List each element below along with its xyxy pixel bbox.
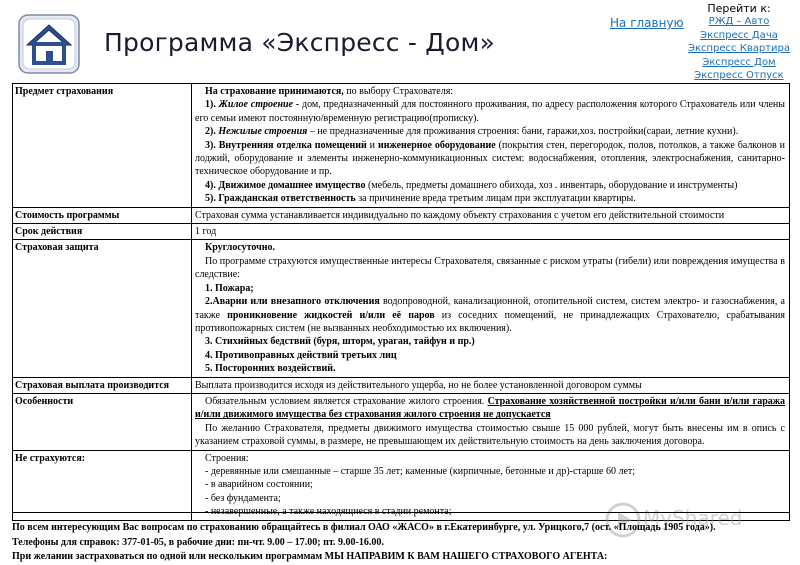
item-text: (мебель, предметы домашнего обихода, хоз . инвентарь, оборудование и инструменты) <box>365 179 738 191</box>
coverage-text: из соседних помещений, не принадлежащих Страхователю, срабатывания противопожарных систем (не вызванных необходимостью их включения). <box>195 309 785 334</box>
contact-footer <box>12 512 790 565</box>
list-item: - без фундамента; <box>205 492 281 504</box>
row-label: Не страхуются: <box>13 450 192 520</box>
nav-link-ekspress-kvartira[interactable]: Экспресс Квартира <box>687 43 790 55</box>
home-icon[interactable] <box>18 14 80 74</box>
list-item: - незавершенные, а также находящиеся в стадии ремонта; <box>205 506 452 518</box>
list-item: - в аварийном состоянии; <box>205 479 313 491</box>
intro-bold: На страхование принимаются, <box>205 86 344 97</box>
table-row <box>13 377 790 393</box>
list-item: - деревянные или смешанные – старше 35 лет; каменные (кирпичные, бетонные и др)-старше 60 лет; <box>205 465 636 477</box>
item-text: дом, предназначенный для постоянного проживания, по адресу расположения которого Страхователь или члены его семьи имеют постоянную/временную регистрацию(прописку). <box>195 99 785 124</box>
coverage-bold: 2.Аварии или внезапного отключения <box>205 296 380 308</box>
table-row <box>13 224 790 240</box>
coverage-line: Круглосуточно. <box>205 242 276 254</box>
row-value: Страховая сумма устанавливается индивидуально по каждому объекту страхования с учетом его действительной стоимости <box>192 207 790 223</box>
nav-link-ekspress-otpusk[interactable]: Экспресс Отпуск <box>694 70 784 82</box>
footer-line: По всем интересующим Вас вопросам по страхованию обращайтесь в филиал ОАО «ЖАСО» в г.Екатеринбурге, ул. Урицкого,7 (ост. «Площадь 1905 года»). <box>12 522 716 533</box>
nav-link-rzd-avto[interactable]: РЖД – Авто <box>708 16 770 28</box>
row-value <box>192 240 790 377</box>
footer-line: При желании застраховаться по одной или нескольким программам МЫ НАПРАВИМ К ВАМ НАШЕГО СТРАХОВОГО АГЕНТА: <box>12 551 608 562</box>
item-num: 4). <box>205 179 219 191</box>
item-text: – не предназначенные для проживания строения: бани, гаражи,хоз. постройки(сараи, летние кухни). <box>307 126 739 138</box>
program-table <box>12 83 790 521</box>
coverage-line: 3. Стихийных бедствий (буря, шторм, ураган, тайфун и пр.) <box>205 336 475 348</box>
nav-link-ekspress-dacha[interactable]: Экспресс Дача <box>700 29 778 41</box>
item-num: 5). <box>205 193 219 205</box>
table-row <box>13 84 790 208</box>
coverage-text: водопроводной, канализационной, отопительной систем, систем электро- и газоснабжения, а также <box>195 296 785 321</box>
item-bold: Нежилые строения <box>218 126 308 138</box>
item-num: 1). <box>205 99 219 111</box>
item-num: 2). <box>205 126 219 138</box>
item-num: 3). <box>205 139 219 151</box>
coverage-line: 5. Посторонних воздействий. <box>205 363 336 375</box>
coverage-line: По программе страхуются имущественные интересы Страхователя, связанные с риском утраты (гибели) или повреждения имущества в следствие: <box>195 255 785 281</box>
list-item: Строения: <box>205 452 249 464</box>
item-text: и <box>366 139 378 151</box>
row-value: 1 год <box>192 224 790 240</box>
footer-line: Телефоны для справок: 377-01-05, в рабочие дни: пн-чт. 9.00 – 17.00; пт. 9.00-16.00. <box>12 536 384 548</box>
feature-text: Обязательным условием является страхование жилого строения. <box>205 395 488 407</box>
home-link[interactable]: На главную <box>610 16 684 30</box>
nav-panel <box>683 2 795 82</box>
coverage-bold: проникновение жидкостей и/или её паров <box>227 309 435 321</box>
item-bold: Гражданская ответственность <box>218 193 356 205</box>
row-value: Выплата производится исходя из действительного ущерба, но не более установленной договором суммы <box>192 377 790 393</box>
row-value <box>192 393 790 450</box>
row-label: Особенности <box>13 393 192 450</box>
row-value <box>192 84 790 208</box>
table-row <box>13 393 790 450</box>
feature-text: По желанию Страхователя, предметы движимого имущества стоимостью свыше 15 000 рублей, могут быть внесены им в опись с указанием страховой суммы, в размере, не превышающем их действительную стоимость на день заключения договора. <box>195 422 785 448</box>
row-label: Страховая выплата производится <box>13 377 192 393</box>
table-row <box>13 207 790 223</box>
item-bold: Жилое строение - <box>218 99 300 111</box>
item-text: за причинение вреда третьим лицам при эксплуатации квартиры. <box>355 193 636 205</box>
coverage-line: 4. Противоправных действий третьих лиц <box>205 349 397 361</box>
page-title: Программа «Экспресс - Дом» <box>104 28 496 57</box>
nav-link-ekspress-dom[interactable]: Экспресс Дом <box>702 56 776 68</box>
row-label: Страховая защита <box>13 240 192 377</box>
intro-text: по выбору Страхователя: <box>343 86 454 97</box>
coverage-line: 1. Пожара; <box>205 282 254 294</box>
watermark-text: MyShared <box>643 506 743 530</box>
item-bold: инженерное оборудование <box>377 139 496 151</box>
row-label: Предмет страхования <box>13 84 192 208</box>
row-label: Срок действия <box>13 224 192 240</box>
nav-title: Перейти к: <box>707 2 771 15</box>
item-bold: Движимое домашнее имущество <box>218 179 366 191</box>
table-row <box>13 240 790 377</box>
feature-bold-underlined: Страхование хозяйственной постройки и/или бани и/или гаража и/или движимого имущества без страхования жилого строения не допускается <box>195 395 785 421</box>
item-text: (покрытия стен, перегородок, полов, потолков, а также балконов и лоджий, оборудование и элементы инженерно-коммуникационных систем: водоснабжения, отопления, электроснабжения, санитарно-техническое оборудование и пр. <box>195 139 785 178</box>
item-bold: Внутренняя отделка помещений <box>218 139 367 151</box>
row-label: Стоимость программы <box>13 207 192 223</box>
